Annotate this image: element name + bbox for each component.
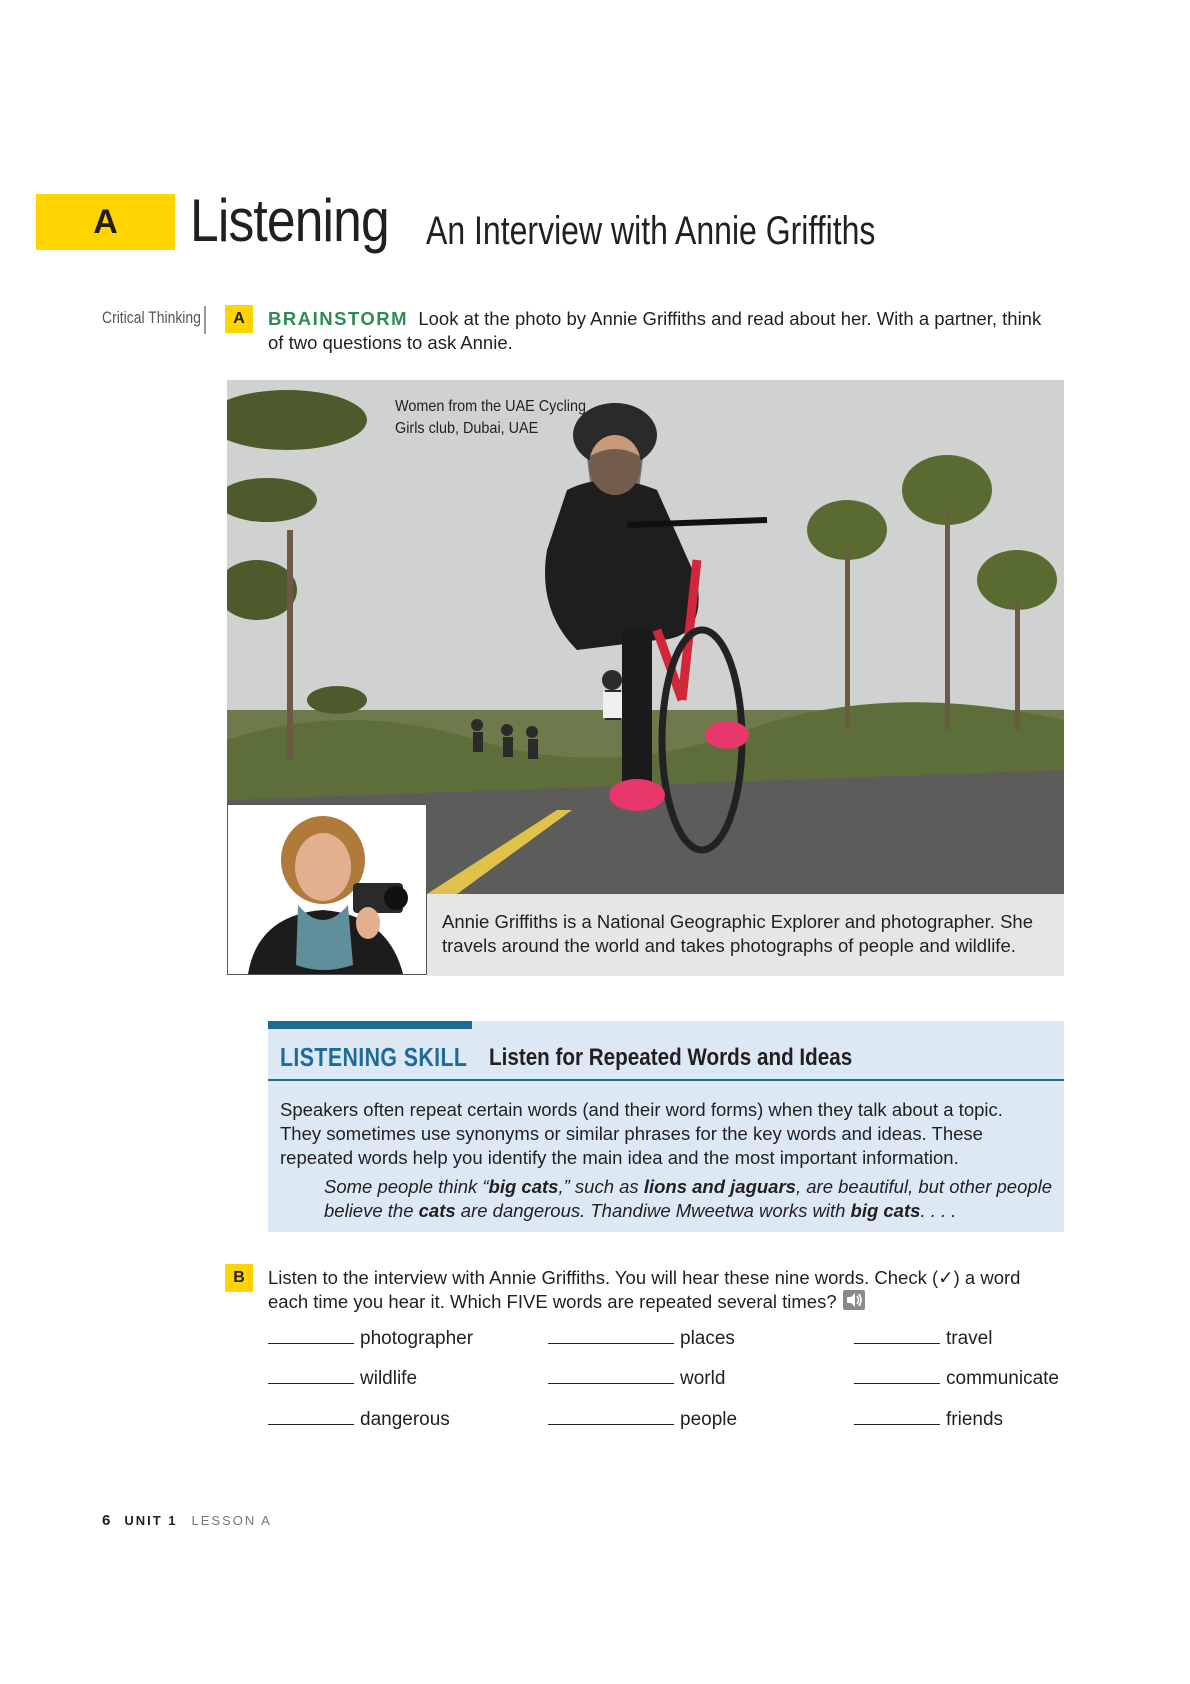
skill-divider [268,1079,1064,1081]
word-label: travel [946,1328,993,1349]
exercise-b-badge: B [225,1264,253,1292]
skill-example-line2 [324,1199,1054,1223]
side-divider [204,306,206,334]
photo-caption [395,396,586,440]
lesson-badge: A [36,194,175,250]
word-label: communicate [946,1368,1059,1389]
skill-example [324,1175,1054,1223]
answer-blank[interactable] [548,1408,674,1425]
exercise-b-text-line1: Listen to the interview with Annie Griffiths. You will hear these nine words. Check (✓) a word [268,1267,1021,1288]
word-item[interactable] [854,1408,1003,1432]
annie-griffiths-portrait [227,804,427,975]
word-label: photographer [360,1328,474,1349]
answer-blank[interactable] [548,1327,674,1344]
footer-unit: UNIT 1 [124,1513,178,1528]
ex-bold: lions and jaguars [643,1176,796,1197]
answer-blank[interactable] [854,1367,940,1384]
exercise-a-instruction [268,307,1068,355]
ex-text: . . . . [920,1200,957,1221]
answer-blank[interactable] [268,1327,354,1344]
exercise-b-text-line2: each time you hear it. Which FIVE words are repeated several times? [268,1291,837,1312]
skill-body-line1: Speakers often repeat certain words (and their word forms) when they talk about a topic. [280,1099,1003,1120]
word-label: world [680,1368,726,1389]
brainstorm-keyword: BRAINSTORM [268,308,409,329]
exercise-a-badge: A [225,305,253,333]
word-label: friends [946,1409,1004,1430]
bio-line2: travels around the world and takes photographs of people and wildlife. [442,935,1016,956]
page-number: 6 [102,1512,113,1529]
exercise-b-text-line2-wrap [268,1290,1068,1316]
page-footer [102,1512,272,1529]
answer-blank[interactable] [548,1367,674,1384]
word-label: dangerous [360,1409,450,1430]
skill-body-line2: They sometimes use synonyms or similar phrases for the key words and ideas. These [280,1123,983,1144]
side-label: Critical Thinking [102,308,201,327]
photo-caption-line1: Women from the UAE Cycling [395,398,586,415]
ex-bold: big cats [850,1200,921,1221]
speaker-icon[interactable] [843,1290,865,1316]
skill-accent-bar [268,1021,472,1029]
word-item[interactable] [548,1327,735,1351]
skill-kicker: LISTENING SKILL [280,1042,468,1072]
word-item[interactable] [854,1367,1059,1391]
answer-blank[interactable] [268,1408,354,1425]
footer-lesson: LESSON A [191,1513,272,1528]
word-item[interactable] [854,1327,992,1351]
ex-text: , are beautiful, but other people [795,1176,1053,1197]
bio-line1: Annie Griffiths is a National Geographic Explorer and photographer. She [442,911,1033,932]
word-item[interactable] [268,1408,450,1432]
ex-text: believe the [324,1200,419,1221]
word-item[interactable] [268,1367,417,1391]
skill-title: Listen for Repeated Words and Ideas [489,1044,853,1071]
lesson-title: Listening [190,187,389,254]
word-label: places [680,1328,735,1349]
skill-example-line1 [324,1175,1054,1199]
exercise-b-instruction [268,1266,1068,1316]
word-item[interactable] [548,1367,725,1391]
exercise-a-text: Look at the photo by Annie Griffiths and read about her. With a partner, think [418,308,1042,329]
photo-caption-line2: Girls club, Dubai, UAE [395,420,539,437]
bio-text [442,910,1052,958]
exercise-a-text-line2: of two questions to ask Annie. [268,332,513,353]
word-item[interactable] [548,1408,737,1432]
word-item[interactable] [268,1327,473,1351]
ex-text: are dangerous. Thandiwe Mweetwa works with [455,1200,851,1221]
ex-bold: cats [418,1200,456,1221]
portrait-illustration [228,805,426,974]
ex-bold: big cats [488,1176,559,1197]
ex-text: ,” such as [558,1176,644,1197]
skill-body-line3: repeated words help you identify the main idea and the most important information. [280,1147,959,1168]
answer-blank[interactable] [268,1367,354,1384]
skill-body [280,1098,1050,1170]
answer-blank[interactable] [854,1327,940,1344]
lesson-subtitle: An Interview with Annie Griffiths [426,209,876,253]
ex-text: Some people think “ [324,1176,489,1197]
word-label: people [680,1409,738,1430]
word-label: wildlife [360,1368,418,1389]
answer-blank[interactable] [854,1408,940,1425]
